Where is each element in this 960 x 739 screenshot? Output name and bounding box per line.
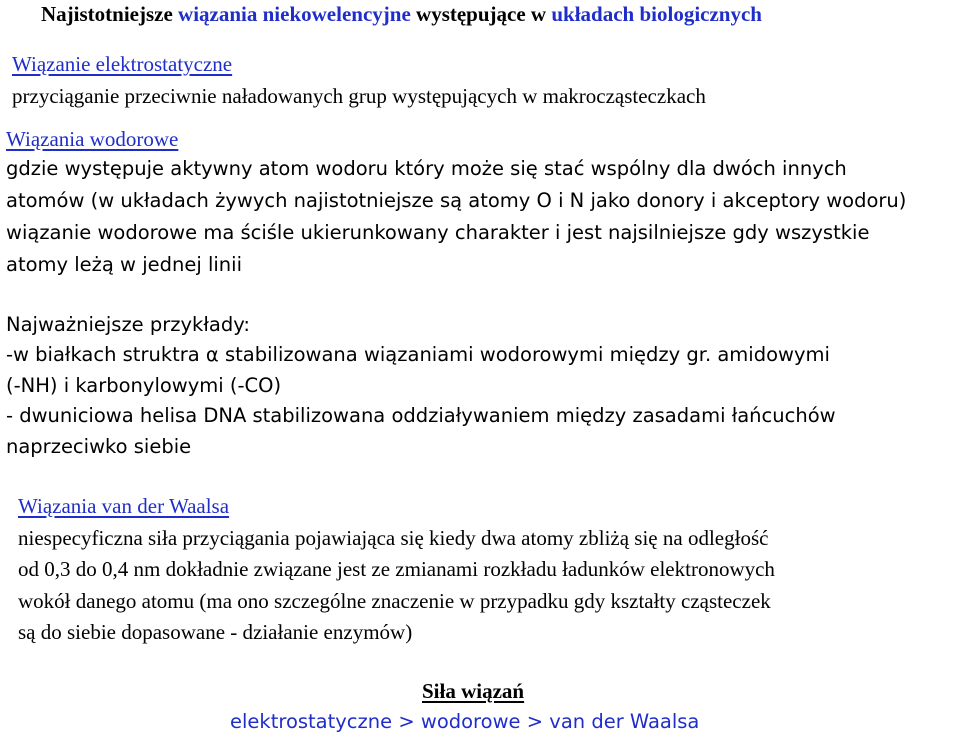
hydrogen-line: atomy leżą w jednej linii <box>6 253 242 276</box>
title-part-2: wiązania niekowelencyjne <box>178 2 411 26</box>
hydrogen-line: wiązanie wodorowe ma ściśle ukierunkowany charakter i jest najsilniejsze gdy wszystkie <box>6 221 870 244</box>
vdw-line: wokół danego atomu (ma ono szczególne znaczenie w przypadku gdy kształty cząsteczek <box>18 589 771 613</box>
strength-heading: Siła wiązań <box>422 679 525 703</box>
greater-than-sign: > <box>520 710 550 733</box>
page-title <box>41 2 762 26</box>
greater-than-sign: > <box>392 710 421 733</box>
vdw-line: od 0,3 do 0,4 nm dokładnie związane jest ze zmianami rozkładu ładunków elektronowych <box>18 557 775 581</box>
title-part-1: Najistotniejsze <box>41 2 179 26</box>
strength-item-vdw: van der Waalsa <box>549 710 700 733</box>
hydrogen-line: gdzie występuje aktywny atom wodoru który może się stać wspólny dla dwóch innych <box>6 157 847 180</box>
examples-line: naprzeciwko siebie <box>6 435 192 458</box>
strength-item-electrostatic: elektrostatyczne <box>230 710 393 733</box>
examples-heading: Najważniejsze przykłady: <box>6 313 250 336</box>
examples-line: - dwuniciowa helisa DNA stabilizowana oddziaływaniem między zasadami łańcuchów <box>6 404 836 427</box>
title-part-3: występujące w <box>410 2 552 26</box>
hydrogen-line: atomów (w układach żywych najistotniejsze są atomy O i N jako donory i akceptory wodoru) <box>6 189 907 212</box>
vdw-line: niespecyficzna siła przyciągania pojawiająca się kiedy dwa atomy zbliżą się na odległość <box>18 526 769 550</box>
hydrogen-heading: Wiązania wodorowe <box>6 127 179 151</box>
vdw-heading: Wiązania van der Waalsa <box>18 494 230 518</box>
vdw-line: są do siebie dopasowane - działanie enzymów) <box>18 620 413 644</box>
title-part-4: układach biologicznych <box>551 2 762 26</box>
strength-item-hydrogen: wodorowe <box>420 710 521 733</box>
examples-line: (-NH) i karbonylowymi (-CO) <box>6 374 282 397</box>
electrostatic-heading: Wiązanie elektrostatyczne <box>12 52 233 76</box>
strength-order <box>230 710 699 734</box>
electrostatic-description: przyciąganie przeciwnie naładowanych grup występujących w makrocząsteczkach <box>12 84 706 108</box>
examples-line: -w białkach struktra α stabilizowana wiązaniami wodorowymi między gr. amidowymi <box>6 343 830 366</box>
